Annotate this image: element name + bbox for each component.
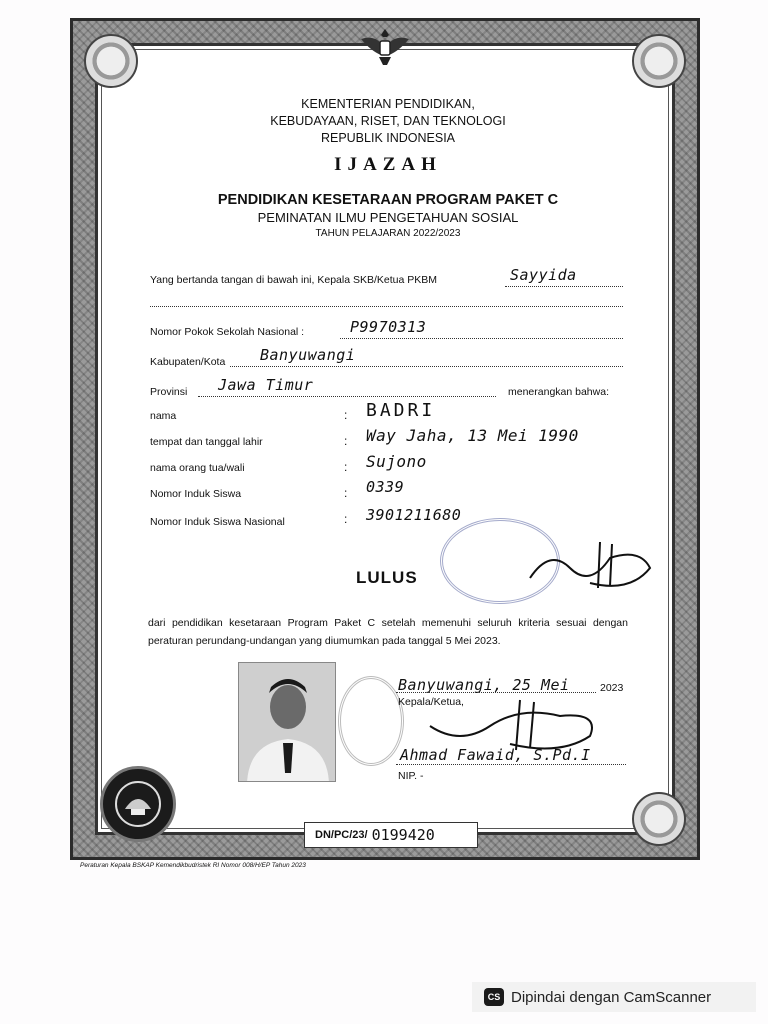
nama-label: nama [150,410,177,422]
ministry-line-2: KEBUDAYAAN, RISET, DAN TEKNOLOGI [270,114,506,128]
nisn-value: 3901211680 [366,506,462,524]
name-dotline [396,764,626,765]
camscanner-watermark [472,982,756,1012]
ministry-line-3: REPUBLIK INDONESIA [320,131,456,145]
nis-label: Nomor Induk Siswa [150,488,242,500]
head-value: Sayyida [510,266,577,284]
regulation-footnote: Peraturan Kepala BSKAP Kemendikbudristek RI Nomor 008/H/EP Tahun 2023 [80,862,306,869]
school-stamp [338,676,404,766]
garuda-emblem-icon [356,24,414,70]
signature-role: Kepala/Ketua, [398,696,464,708]
blank-dotline [150,306,623,307]
ortu-colon: : [344,460,348,474]
ortu-value: Sujono [366,452,427,471]
head-label: Yang bertanda tangan di bawah ini, Kepala SKB/Ketua PKBM [150,274,438,286]
result-paragraph: dari pendidikan kesetaraan Program Paket C setelah memenuhi seluruh kriteria sesuai dengan peraturan perundang-undangan yang diumumkan pada tanggal 5 Mei 2023. [148,617,628,647]
ttl-colon: : [344,434,348,448]
student-photo [238,662,336,782]
nisn-label: Nomor Induk Siswa Nasional [150,516,285,528]
nama-colon: : [344,408,348,422]
signature-place-date: Banyuwangi, 25 Mei [398,676,570,694]
serial-number-box [304,822,478,848]
document-title: IJAZAH [334,154,442,175]
nis-colon: : [344,486,348,500]
ttl-label: tempat dan tanggal lahir [150,436,263,448]
provinsi-value: Jawa Timur [218,376,314,394]
serial-prefix: DN/PC/23/ [315,829,368,841]
graduation-status: LULUS [356,568,418,587]
provinsi-dotline [198,396,496,397]
watermark-text: Dipindai dengan CamScanner [511,988,712,1006]
corner-ornament-top-left [84,34,138,88]
kabupaten-label: Kabupaten/Kota [150,356,226,368]
npsn-value: P9970313 [350,318,427,336]
provinsi-label: Provinsi [150,386,188,398]
corner-ornament-bottom-right [632,792,686,846]
program-title: PENDIDIKAN KESETARAAN PROGRAM PAKET C [217,192,559,208]
kabupaten-dotline [230,366,623,367]
camscanner-icon: CS [484,988,504,1006]
nis-value: 0339 [366,478,405,496]
ministry-heading [150,96,626,147]
serial-number: 0199420 [371,826,435,844]
signature-mark-upper [520,538,660,598]
menerangkan-label: menerangkan bahwa: [508,386,609,398]
head-dotline [505,286,623,287]
signatory-name: Ahmad Fawaid, S.Pd.I [400,746,591,764]
npsn-dotline [340,338,623,339]
signatory-nip: NIP. - [398,770,424,782]
kabupaten-value: Banyuwangi [260,346,356,364]
tut-wuri-handayani-logo-icon [100,766,176,842]
npsn-label: Nomor Pokok Sekolah Nasional : [150,326,305,338]
place-date-dotline [396,692,596,693]
peminatan-subtitle: PEMINATAN ILMU PENGETAHUAN SOSIAL [257,210,519,225]
ttl-value: Way Jaha, 13 Mei 1990 [366,426,579,445]
corner-ornament-top-right [632,34,686,88]
nisn-colon: : [344,512,348,526]
academic-year: TAHUN PELAJARAN 2022/2023 [315,228,461,239]
nama-value: BADRI [366,400,436,421]
ministry-line-1: KEMENTERIAN PENDIDIKAN, [301,97,475,111]
signature-year: 2023 [600,682,624,694]
ortu-label: nama orang tua/wali [150,462,245,474]
